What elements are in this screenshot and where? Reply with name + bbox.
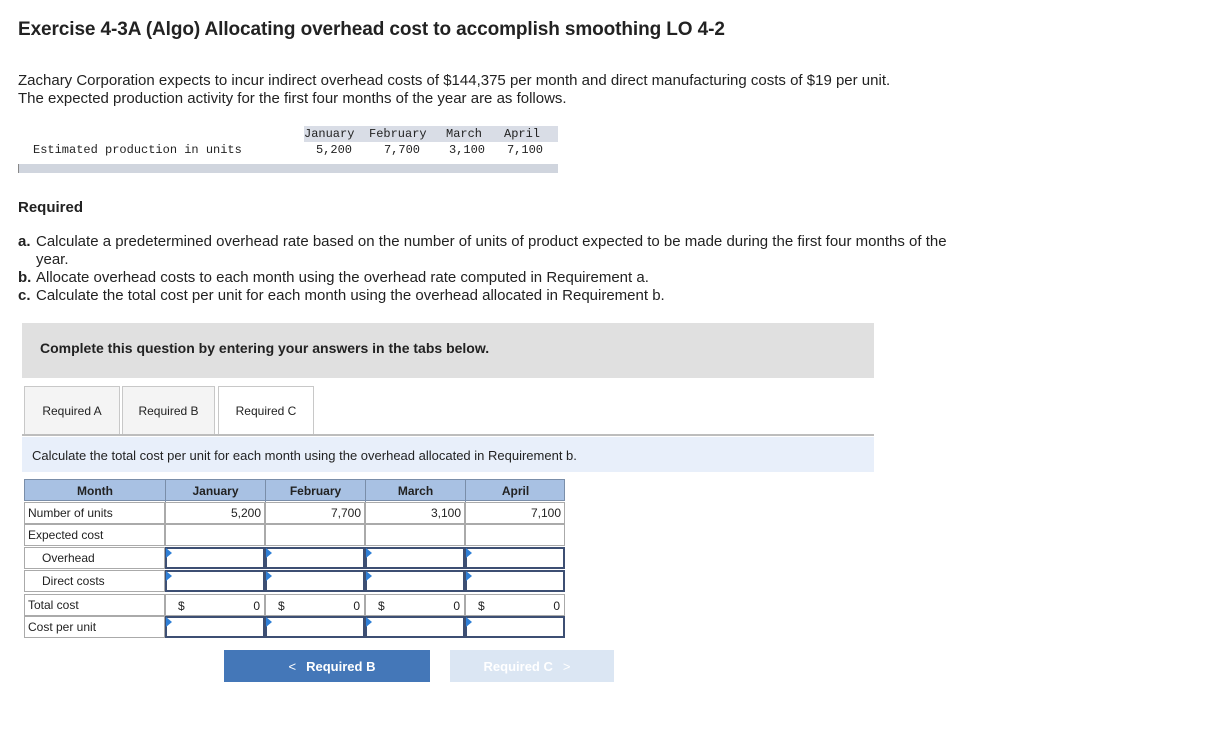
row-label-total-cost: Total cost — [24, 594, 165, 616]
expected-cost-january — [165, 524, 265, 546]
direct-costs-input-april[interactable] — [465, 570, 565, 592]
total-cost-january — [165, 594, 265, 616]
prev-required-b-button[interactable] — [224, 650, 430, 682]
next-button-label: Required C — [483, 658, 553, 674]
expected-cost-march — [365, 524, 465, 546]
total-value: 0 — [253, 599, 260, 613]
requirement-a: a. Calculate a predetermined overhead rate based on the number of units of product expected to be made during the first four months of the year. — [18, 233, 947, 268]
currency-symbol: $ — [178, 599, 185, 613]
production-value-april: 7,100 — [506, 143, 543, 157]
units-february: 7,700 — [265, 502, 365, 524]
grid-header-january: January — [166, 480, 266, 502]
month-header-april: April — [504, 127, 541, 141]
total-value: 0 — [353, 599, 360, 613]
cost-per-unit-input-january[interactable] — [165, 616, 265, 638]
direct-costs-input-march[interactable] — [365, 570, 465, 592]
grid-header-march: March — [366, 480, 466, 502]
grid-header-february: February — [266, 480, 366, 502]
currency-symbol: $ — [278, 599, 285, 613]
row-label-direct-costs: Direct costs — [24, 570, 165, 592]
row-label-units: Number of units — [24, 502, 165, 524]
units-march: 3,100 — [365, 502, 465, 524]
row-label-expected-cost: Expected cost — [24, 524, 165, 546]
direct-costs-input-january[interactable] — [165, 570, 265, 592]
exercise-title: Exercise 4-3A (Algo) Allocating overhead cost to accomplish smoothing LO 4-2 — [18, 19, 725, 40]
requirement-b: b. Allocate overhead costs to each month using the overhead rate computed in Requirement a. — [18, 269, 649, 286]
grid-header-month: Month — [25, 480, 166, 502]
expected-cost-february — [265, 524, 365, 546]
overhead-input-february[interactable] — [265, 547, 365, 569]
next-required-c-button — [450, 650, 614, 682]
units-january: 5,200 — [165, 502, 265, 524]
intro-line-2: The expected production activity for the first four months of the year are as follows. — [18, 90, 567, 107]
row-label-cost-per-unit: Cost per unit — [24, 616, 165, 638]
units-april: 7,100 — [465, 502, 565, 524]
tab-required-b[interactable]: Required B — [122, 386, 215, 435]
production-value-march: 3,100 — [448, 143, 485, 157]
complete-notice: Complete this question by entering your answers in the tabs below. — [22, 323, 874, 378]
expected-cost-april — [465, 524, 565, 546]
tab-required-a[interactable]: Required A — [24, 386, 120, 435]
total-cost-april — [465, 594, 565, 616]
production-value-february: 7,700 — [383, 143, 420, 157]
currency-symbol: $ — [478, 599, 485, 613]
requirement-c: c. Calculate the total cost per unit for each month using the overhead allocated in Requirement b. — [18, 287, 665, 304]
month-header-march: March — [446, 127, 483, 141]
total-cost-march — [365, 594, 465, 616]
total-value: 0 — [553, 599, 560, 613]
row-label-overhead: Overhead — [24, 547, 165, 569]
production-value-january: 5,200 — [315, 143, 352, 157]
grid-header-row — [24, 479, 565, 501]
total-cost-february — [265, 594, 365, 616]
production-row-label: Estimated production in units — [33, 143, 242, 157]
intro-text — [18, 72, 1018, 108]
total-value: 0 — [453, 599, 460, 613]
required-heading: Required — [18, 199, 84, 216]
cost-per-unit-input-february[interactable] — [265, 616, 365, 638]
overhead-input-march[interactable] — [365, 547, 465, 569]
month-header-february: February — [369, 127, 427, 141]
chevron-right-icon: > — [562, 658, 571, 674]
tab-required-c[interactable]: Required C — [218, 386, 314, 436]
intro-line-1: Zachary Corporation expects to incur indirect overhead costs of $144,375 per month and direct manufacturing costs of $19 per unit. — [18, 72, 891, 89]
overhead-input-january[interactable] — [165, 547, 265, 569]
cost-per-unit-input-march[interactable] — [365, 616, 465, 638]
currency-symbol: $ — [378, 599, 385, 613]
tab-instruction: Calculate the total cost per unit for each month using the overhead allocated in Requirement b. — [22, 437, 874, 472]
cost-per-unit-input-april[interactable] — [465, 616, 565, 638]
grid-header-april: April — [501, 484, 530, 498]
prev-button-label: Required B — [306, 658, 376, 674]
overhead-input-april[interactable] — [465, 547, 565, 569]
direct-costs-input-february[interactable] — [265, 570, 365, 592]
requirements-list — [18, 233, 978, 305]
chevron-left-icon: < — [288, 658, 297, 674]
month-header-january: January — [304, 127, 355, 141]
